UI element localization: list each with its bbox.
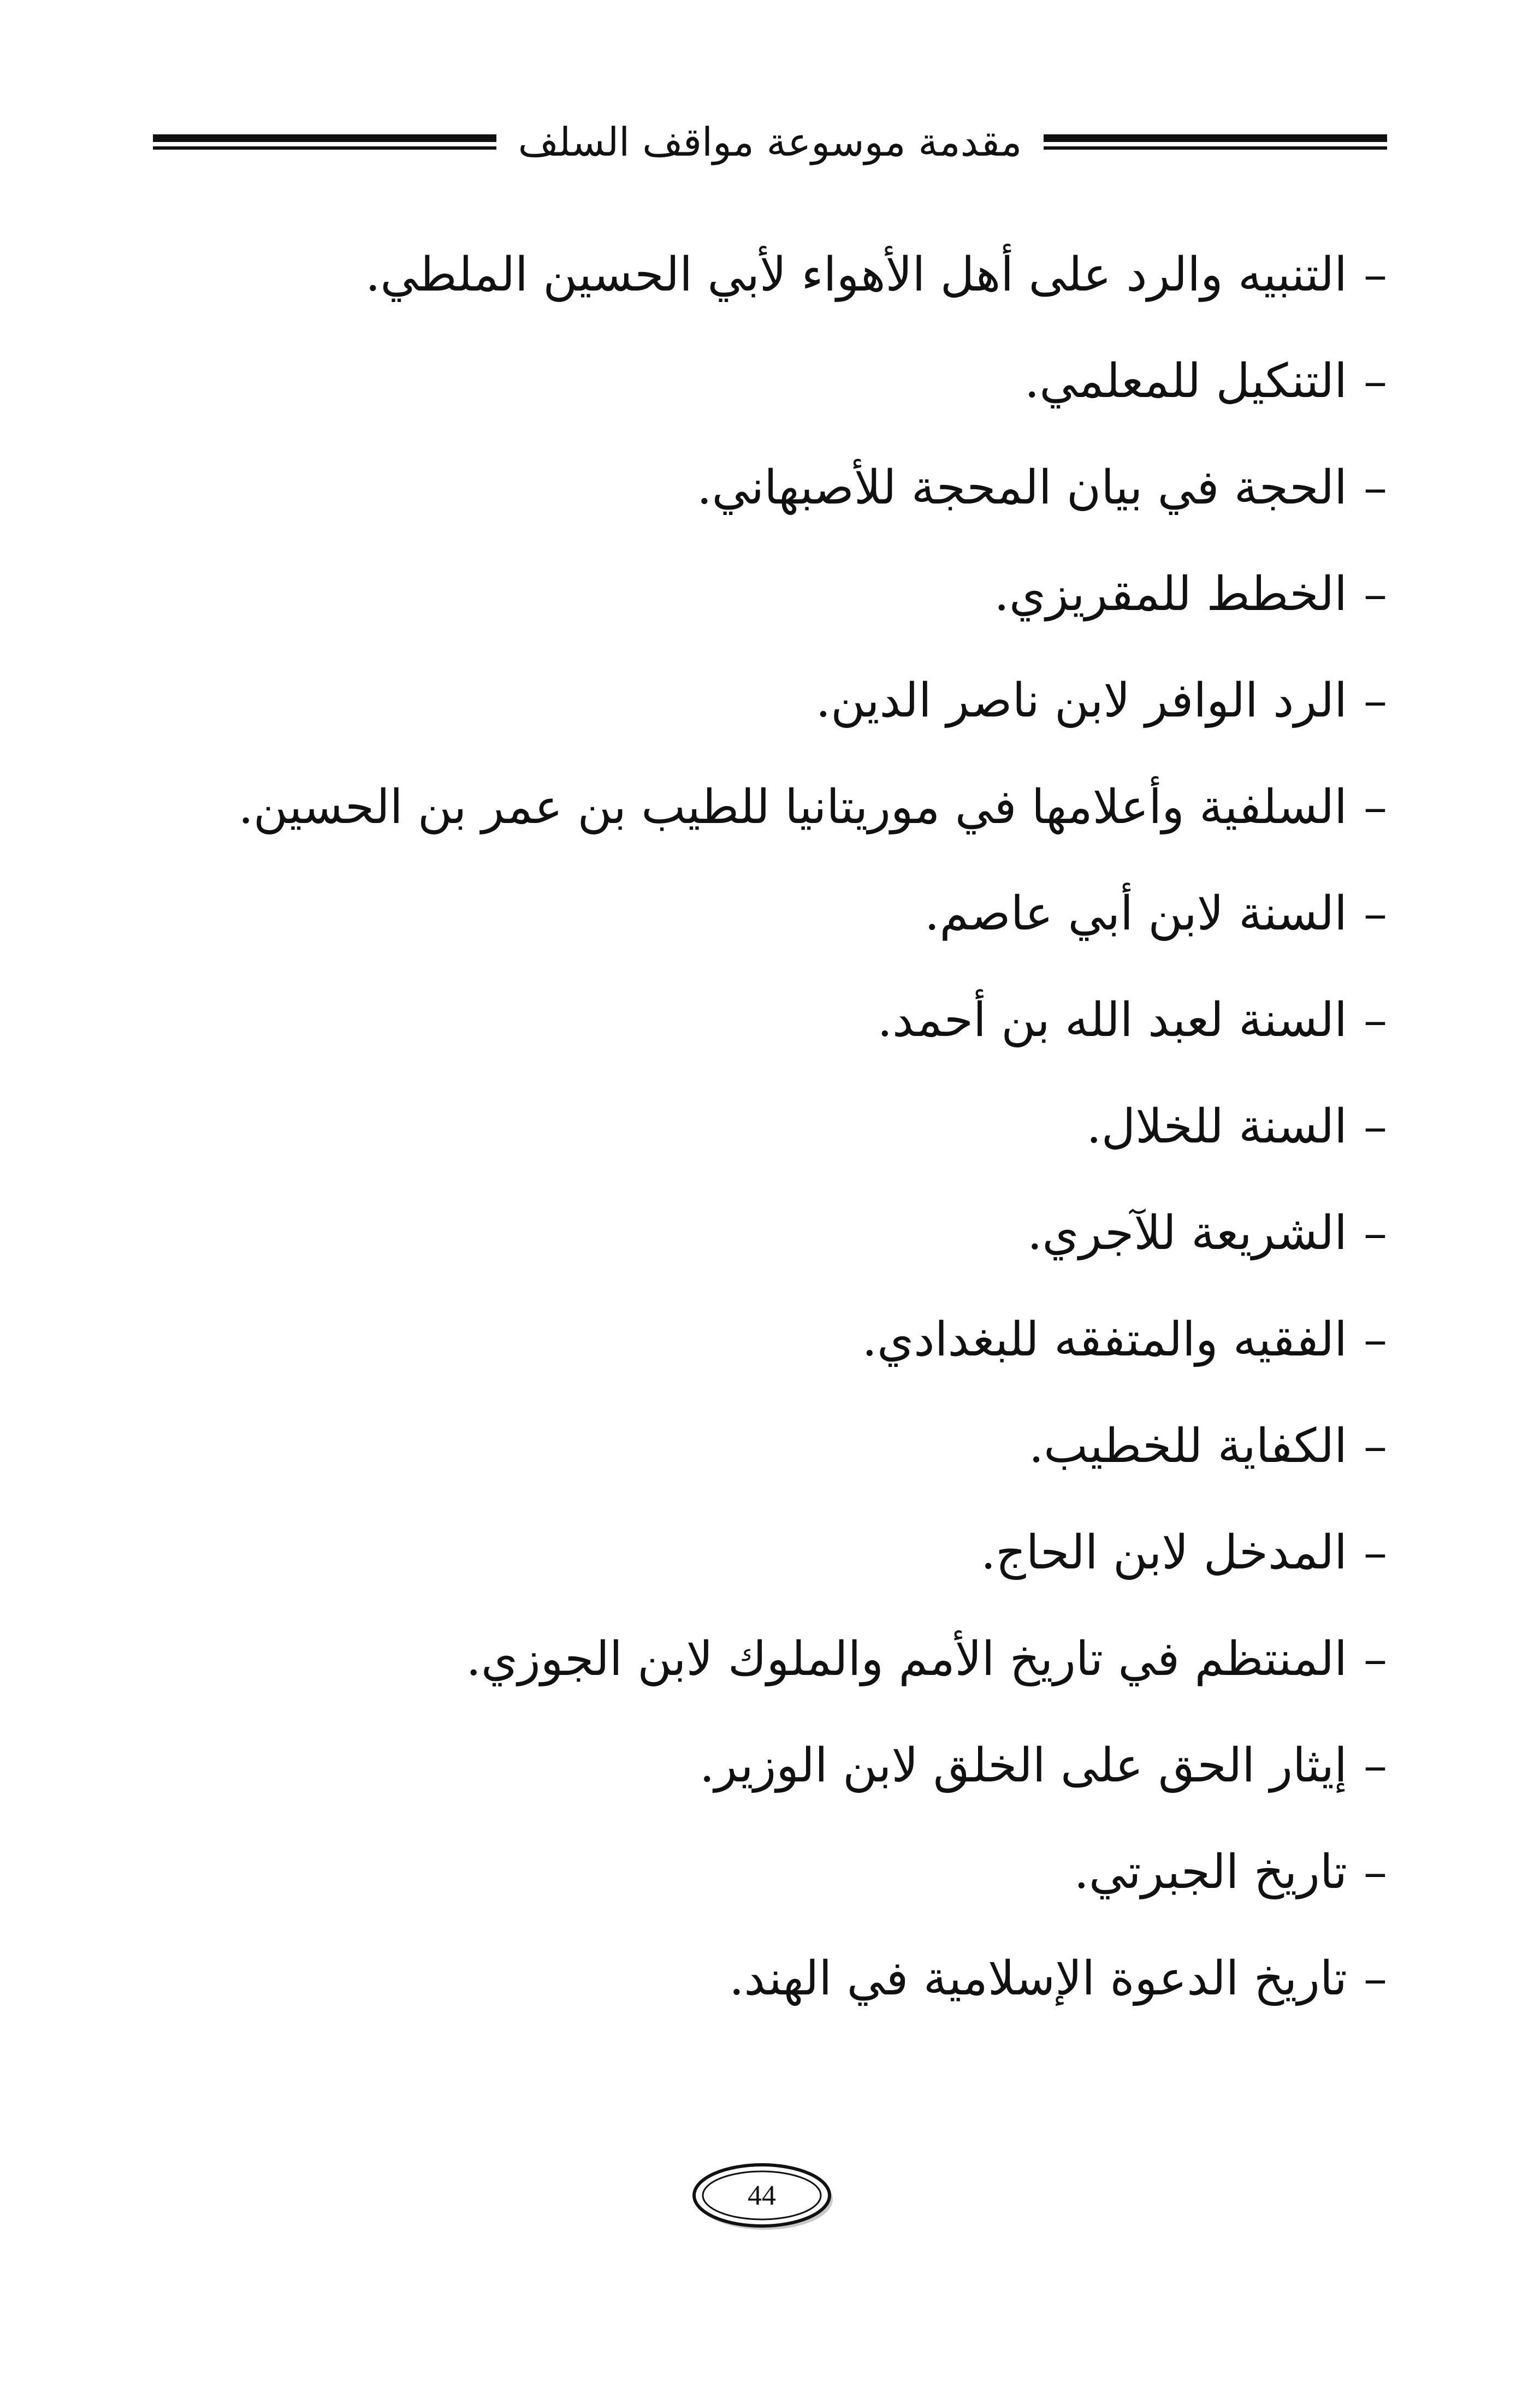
list-item — [153, 754, 1387, 860]
list-dash: – — [1364, 460, 1387, 515]
list-item — [153, 1606, 1387, 1712]
list-item-text: المدخل لابن الحاج. — [980, 1525, 1347, 1580]
list-item — [153, 1180, 1387, 1286]
list-dash: – — [1364, 779, 1387, 834]
list-item — [153, 1499, 1387, 1606]
list-item — [153, 221, 1387, 328]
list-item-text: الخطط للمقريزي. — [994, 566, 1347, 621]
list-item — [153, 328, 1387, 434]
list-item-text: تاريخ الدعوة الإسلامية في الهند. — [729, 1951, 1347, 2006]
list-item — [153, 1819, 1387, 1925]
header-rule-left — [153, 134, 496, 150]
list-dash: – — [1364, 1525, 1387, 1580]
list-item-text: الكفاية للخطيب. — [1028, 1418, 1347, 1473]
list-dash: – — [1364, 1205, 1387, 1260]
page-number: 44 — [748, 2180, 776, 2211]
list-item — [153, 1925, 1387, 2032]
list-item-text: المنتظم في تاريخ الأمم والملوك لابن الجوزي. — [466, 1631, 1347, 1686]
list-item-text: إيثار الحق على الخلق لابن الوزير. — [699, 1738, 1347, 1793]
list-item — [153, 1712, 1387, 1819]
list-dash: – — [1364, 1099, 1387, 1154]
list-dash: – — [1364, 1312, 1387, 1367]
header-rule-right — [1044, 134, 1387, 150]
list-item-text: التنبيه والرد على أهل الأهواء لأبي الحسين الملطي. — [365, 247, 1347, 302]
list-item — [153, 1286, 1387, 1393]
running-header — [153, 112, 1387, 172]
list-item — [153, 541, 1387, 647]
list-dash: – — [1364, 353, 1387, 408]
list-item — [153, 647, 1387, 754]
list-dash: – — [1364, 1418, 1387, 1473]
list-item-text: السنة للخلال. — [1086, 1099, 1347, 1154]
list-item — [153, 860, 1387, 967]
list-item — [153, 1073, 1387, 1180]
page-number-badge — [685, 2154, 838, 2236]
reference-list — [153, 221, 1387, 2032]
list-item-text: الشريعة للآجري. — [1027, 1205, 1347, 1260]
header-title: مقدمة موسوعة مواقف السلف — [518, 119, 1022, 165]
list-dash: – — [1364, 1738, 1387, 1793]
list-item-text: الحجة في بيان المحجة للأصبهاني. — [697, 460, 1347, 515]
list-item-text: السنة لعبد الله بن أحمد. — [877, 992, 1347, 1047]
list-item — [153, 1393, 1387, 1499]
list-item-text: تاريخ الجبرتي. — [1074, 1844, 1347, 1899]
list-item-text: التنكيل للمعلمي. — [1024, 353, 1347, 408]
list-item-text: الفقيه والمتفقه للبغدادي. — [862, 1312, 1347, 1367]
list-item-text: السلفية وأعلامها في موريتانيا للطيب بن عمر بن الحسين. — [238, 779, 1347, 834]
list-dash: – — [1364, 673, 1387, 728]
list-dash: – — [1364, 566, 1387, 621]
list-dash: – — [1364, 992, 1387, 1047]
list-dash: – — [1364, 247, 1387, 302]
list-dash: – — [1364, 1631, 1387, 1686]
list-dash: – — [1364, 886, 1387, 941]
list-item — [153, 434, 1387, 541]
list-item-text: الرد الوافر لابن ناصر الدين. — [815, 673, 1347, 728]
list-dash: – — [1364, 1844, 1387, 1899]
list-dash: – — [1364, 1951, 1387, 2006]
list-item-text: السنة لابن أبي عاصم. — [925, 886, 1347, 941]
list-item — [153, 967, 1387, 1073]
